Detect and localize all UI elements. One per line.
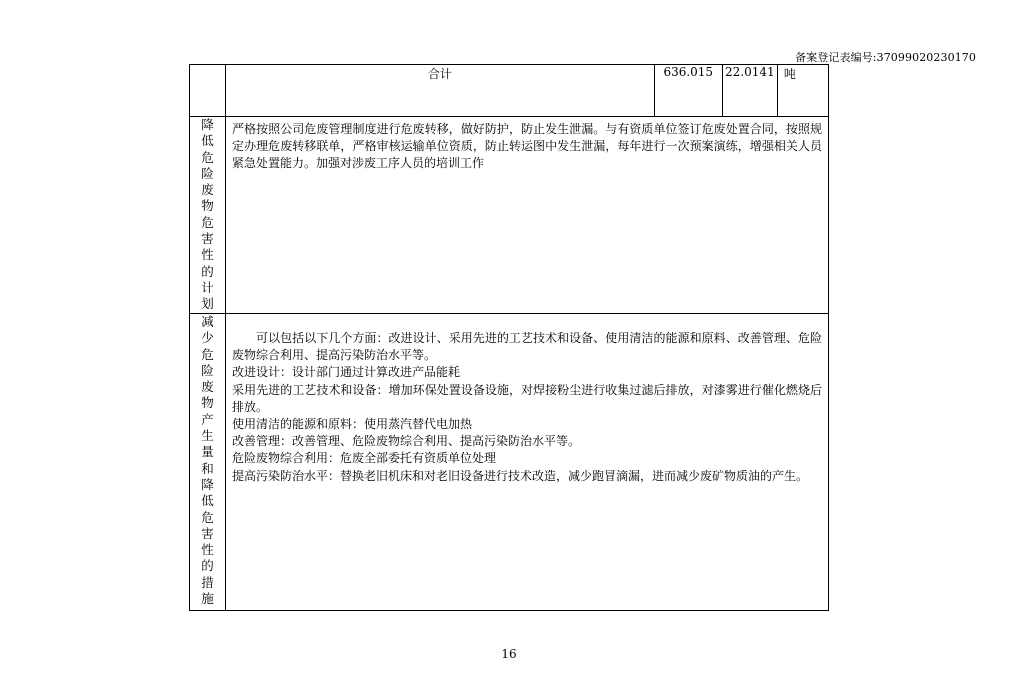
- reduce-paragraph-pollution: 提高污染防治水平：替换老旧机床和对老旧设备进行技术改造，减少跑冒滴漏，进而减少废矿物质油的产生。: [232, 468, 809, 483]
- total-unit: 吨: [777, 65, 828, 117]
- reduce-row-content: [226, 314, 829, 611]
- total-row-blank-cell: [190, 65, 226, 117]
- total-label: 合计: [226, 65, 655, 117]
- reduce-row: [190, 314, 829, 611]
- total-value-a: 636.015: [654, 65, 722, 117]
- reduce-paragraph-design: 改进设计：设计部门通过计算改进产品能耗: [232, 365, 461, 380]
- plan-row: [190, 117, 829, 314]
- reduce-paragraph-technology: 采用先进的工艺技术和设备：增加环保处置设备设施，对焊接粉尘进行收集过滤后排放，对漆雾进行催化燃烧后排放。: [232, 382, 822, 414]
- registration-number: 备案登记表编号:37099020230170: [795, 51, 976, 64]
- reduce-row-label: 减 少 危 险 废 物 产 生 量 和 降 低 危 害 性 的 措 施: [190, 314, 226, 611]
- plan-row-label: 降 低 危 险 废 物 危 害 性 的 计 划: [190, 117, 226, 314]
- hazardous-waste-table: [189, 64, 829, 611]
- reduce-paragraph-energy: 使用清洁的能源和原料：使用蒸汽替代电加热: [232, 417, 473, 432]
- total-value-b: 22.0141: [722, 65, 777, 117]
- reduce-paragraph-utilization: 危险废物综合利用：危废全部委托有资质单位处理: [232, 451, 497, 466]
- plan-text: 严格按照公司危废管理制度进行危废转移，做好防护，防止发生泄漏。与有资质单位签订危废处置合同，按照规定办理危废转移联单，严格审核运输单位资质，防止转运图中发生泄漏，每年进行一次预案演练，增强相关人员紧急处置能力。加强对涉废工序人员的培训工作: [232, 122, 822, 170]
- reduce-text: [226, 314, 828, 485]
- page-number: 16: [501, 647, 517, 661]
- total-row: [190, 65, 829, 117]
- reduce-paragraph-intro: 可以包括以下几个方面：改进设计、采用先进的工艺技术和设备、使用清洁的能源和原料、改善管理、危险废物综合利用、提高污染防治水平等。: [232, 331, 822, 363]
- plan-row-content: [226, 117, 829, 314]
- reduce-paragraph-management: 改善管理：改善管理、危险废物综合利用、提高污染防治水平等。: [232, 434, 581, 449]
